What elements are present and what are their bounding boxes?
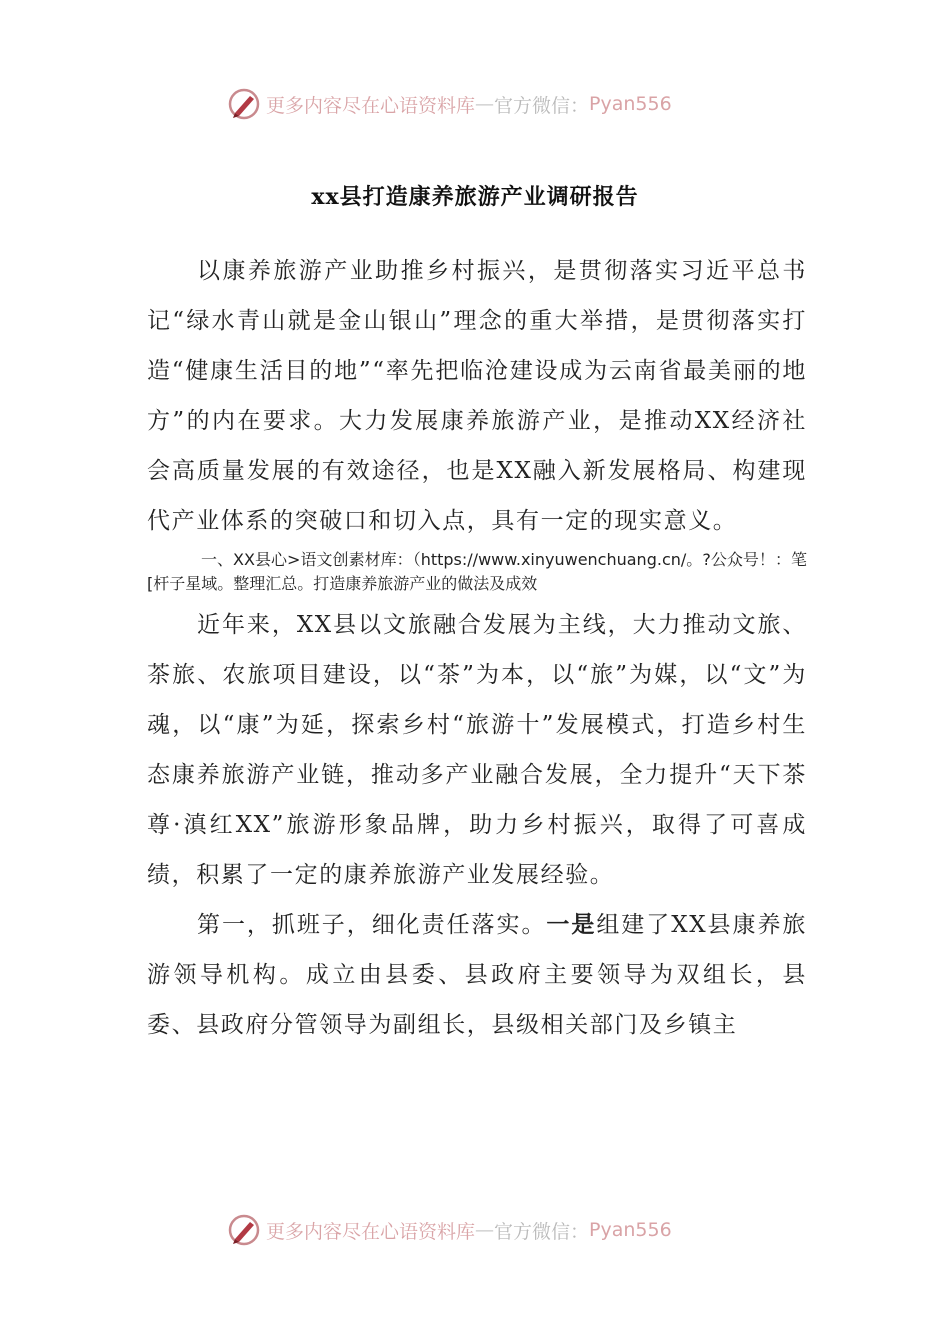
banner-official-label: 官方微信：	[494, 94, 590, 117]
paragraph-overview: 近年来，XX县以文旅融合发展为主线，大力推动文旅、茶旅、农旅项目建设，以“茶”为本，以“旅”为媒，以“文”为魂，以“康”为延，探索乡村“旅游十”发展模式，打造乡村生态康养旅游产业链，推动多产业融合发展，全力提升“天下茶尊·滇红XX”旅游形象品牌，助力乡村振兴，取得了可喜成绩，积累了一定的康养旅游产业发展经验。	[147, 612, 807, 888]
header-watermark	[226, 84, 746, 124]
paragraph-intro: 以康养旅游产业助推乡村振兴，是贯彻落实习近平总书记“绿水青山就是金山银山”理念的重大举措，是贯彻落实打造“健康生活目的地”“率先把临沧建设成为云南省最美丽的地方”的内在要求。大力发展康养旅游产业，是推动XX经济社会高质量发展的有效途径，也是XX融入新发展格局、构建现代产业体系的突破口和切入点，具有一定的现实意义。	[147, 258, 807, 534]
banner-wechat-id: Pyan556	[589, 1219, 672, 1241]
banner-separator: —	[475, 93, 495, 115]
banner-text: 更多内容尽在心语资料库	[266, 1220, 476, 1243]
paragraph-rest: 组建了XX县康养旅游领导机构。成立由县委、县政府主要领导为双组长，县委、县政府分管领导为副组长，县级相关部门及乡镇主	[147, 912, 807, 1038]
section-heading-1: 一、XX县心>语文创素材库：（https://www.xinyuwenchuang.cn/。?公众号！：笔[杆子星域。整理汇总。打造康养旅游产业的做法及成效	[147, 550, 807, 593]
pen-logo-icon	[226, 1212, 262, 1248]
footer-watermark	[226, 1210, 746, 1250]
pen-logo-icon	[226, 86, 262, 122]
document-title: xx县打造康养旅游产业调研报告	[311, 184, 639, 210]
paragraph-bold-marker: 一是	[546, 911, 597, 938]
banner-wechat-id: Pyan556	[589, 93, 672, 115]
banner-separator: —	[475, 1219, 495, 1241]
banner-official-label: 官方微信：	[494, 1220, 590, 1243]
banner-text: 更多内容尽在心语资料库	[266, 94, 476, 117]
document-body	[147, 246, 807, 1050]
paragraph-lead: 第一，抓班子，细化责任落实。	[197, 912, 547, 938]
paragraph-first-measure	[147, 900, 807, 1050]
